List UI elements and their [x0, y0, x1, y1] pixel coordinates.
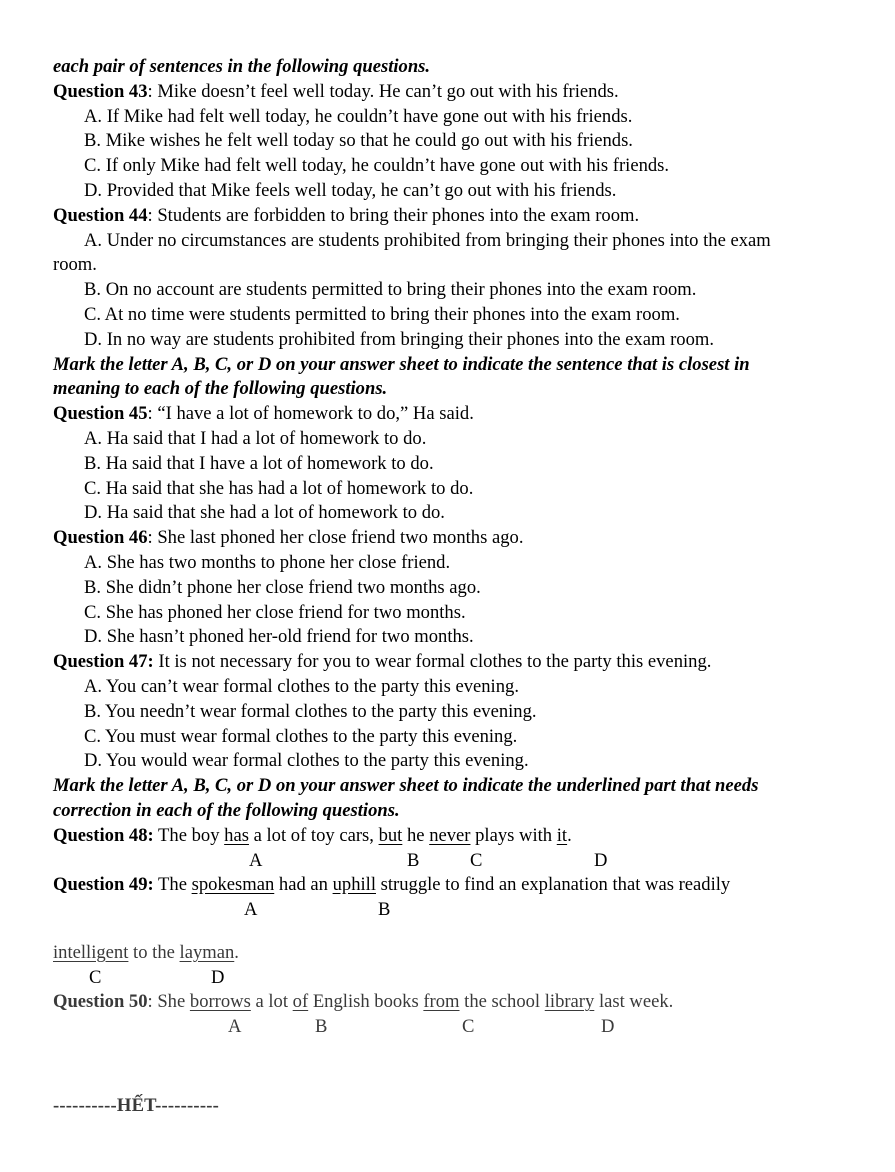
question-stem: : She last phoned her close friend two months ago. — [147, 527, 524, 549]
underlined-part-b: uphill — [332, 874, 376, 896]
option-b: B. You needn’t wear formal clothes to the party this evening. — [84, 700, 537, 722]
option-c: C. At no time were students permitted to bring their phones into the exam room. — [84, 303, 680, 325]
marker-d: D — [601, 1016, 615, 1038]
marker-b: B — [378, 899, 391, 921]
marker-a: A — [244, 899, 258, 921]
answer-markers — [53, 1015, 843, 1040]
option-a: A. She has two months to phone her close friend. — [84, 551, 451, 573]
option-d: D. In no way are students prohibited from bringing their phones into the exam room. — [84, 328, 714, 350]
underlined-part-d: library — [544, 991, 595, 1013]
option-c: C. Ha said that she has had a lot of homework to do. — [84, 477, 474, 499]
question-label: Question 47: — [53, 651, 154, 673]
marker-c: C — [89, 966, 102, 988]
sentence-text: The boy — [153, 824, 225, 846]
sentence-text: had an — [274, 874, 333, 896]
question-44 — [53, 204, 843, 229]
question-label: Question 43 — [53, 80, 148, 102]
question-45 — [53, 402, 843, 427]
question-46 — [53, 526, 843, 551]
option-b: B. On no account are students permitted to bring their phones into the exam room. — [84, 279, 697, 301]
underlined-part-a: borrows — [189, 991, 251, 1013]
underlined-part-d: layman — [179, 941, 235, 963]
underlined-part-c: from — [423, 991, 460, 1013]
underlined-part-d: it — [556, 824, 568, 846]
option-d: D. You would wear formal clothes to the party this evening. — [84, 750, 529, 772]
question-label: Question 48: — [53, 824, 154, 846]
sentence-text: struggle to find an explanation that was readily — [375, 874, 731, 896]
instruction-continued: each pair of sentences in the following questions. — [53, 56, 431, 77]
question-stem: : Students are forbidden to bring their phones into the exam room. — [147, 204, 640, 226]
option-a: A. If Mike had felt well today, he couldn’t have gone out with his friends. — [84, 105, 633, 127]
sentence-text: : She — [147, 991, 190, 1013]
option-b: B. Ha said that I have a lot of homework to do. — [84, 452, 434, 474]
marker-a: A — [228, 1016, 242, 1038]
option-a: A. You can’t wear formal clothes to the party this evening. — [84, 675, 519, 697]
sentence-text: he — [402, 824, 430, 846]
section-instruction: Mark the letter A, B, C, or D on your answer sheet to indicate the underlined part that needs — [53, 775, 759, 797]
answer-markers — [53, 966, 843, 991]
sentence-text: a lot — [250, 991, 293, 1013]
question-47 — [53, 650, 843, 675]
section-instruction-continued: correction in each of the following questions. — [53, 799, 400, 821]
question-stem: It is not necessary for you to wear formal clothes to the party this evening. — [153, 651, 712, 673]
marker-b: B — [407, 849, 420, 871]
underlined-part-c: intelligent — [53, 941, 129, 963]
option-b: B. Mike wishes he felt well today so that he could go out with his friends. — [84, 130, 633, 152]
sentence-text: English books — [308, 991, 424, 1013]
question-label: Question 44 — [53, 204, 148, 226]
marker-b: B — [315, 1016, 328, 1038]
sentence-text: . — [234, 941, 239, 963]
exam-page — [53, 55, 843, 1119]
underlined-part-b: of — [292, 991, 309, 1013]
option-a-continued: room. — [53, 254, 97, 276]
answer-markers — [53, 849, 843, 874]
underlined-part-c: never — [429, 824, 471, 846]
marker-c: C — [462, 1016, 475, 1038]
underlined-part-a: spokesman — [191, 874, 275, 896]
sentence-text: . — [567, 824, 572, 846]
sentence-text: The — [153, 874, 192, 896]
question-43 — [53, 80, 843, 105]
question-48 — [53, 824, 843, 849]
question-stem: : “I have a lot of homework to do,” Ha said. — [147, 403, 474, 425]
section-instruction: Mark the letter A, B, C, or D on your answer sheet to indicate the sentence that is closest in — [53, 353, 750, 375]
option-c: C. She has phoned her close friend for two months. — [84, 601, 466, 623]
option-d: D. She hasn’t phoned her-old friend for two months. — [84, 626, 474, 648]
option-c: C. You must wear formal clothes to the party this evening. — [84, 725, 518, 747]
option-a: A. Ha said that I had a lot of homework to do. — [84, 427, 427, 449]
end-marker: ----------HẾT---------- — [53, 1095, 219, 1117]
sentence-text: the school — [459, 991, 545, 1013]
sentence-text: a lot of toy cars, — [248, 824, 379, 846]
sentence-text: last week. — [594, 991, 674, 1013]
option-b: B. She didn’t phone her close friend two months ago. — [84, 576, 481, 598]
option-d: D. Ha said that she had a lot of homework to do. — [84, 502, 445, 524]
question-stem: : Mike doesn’t feel well today. He can’t go out with his friends. — [147, 80, 619, 102]
sentence-text: plays with — [470, 824, 557, 846]
answer-markers — [53, 898, 843, 923]
question-label: Question 50 — [53, 991, 148, 1013]
question-49-continued — [53, 941, 843, 966]
question-label: Question 45 — [53, 403, 148, 425]
option-a: A. Under no circumstances are students prohibited from bringing their phones into the exam — [84, 229, 771, 251]
sentence-text: to the — [128, 941, 180, 963]
question-label: Question 46 — [53, 527, 148, 549]
marker-d: D — [211, 966, 225, 988]
question-49 — [53, 873, 843, 898]
underlined-part-b: but — [378, 824, 403, 846]
option-d: D. Provided that Mike feels well today, he can’t go out with his friends. — [84, 179, 617, 201]
underlined-part-a: has — [224, 824, 249, 846]
marker-a: A — [249, 849, 263, 871]
question-50 — [53, 990, 843, 1015]
section-instruction-continued: meaning to each of the following questions. — [53, 378, 388, 400]
option-c: C. If only Mike had felt well today, he couldn’t have gone out with his friends. — [84, 155, 670, 177]
marker-c: C — [470, 849, 483, 871]
question-label: Question 49: — [53, 874, 154, 896]
marker-d: D — [594, 849, 608, 871]
